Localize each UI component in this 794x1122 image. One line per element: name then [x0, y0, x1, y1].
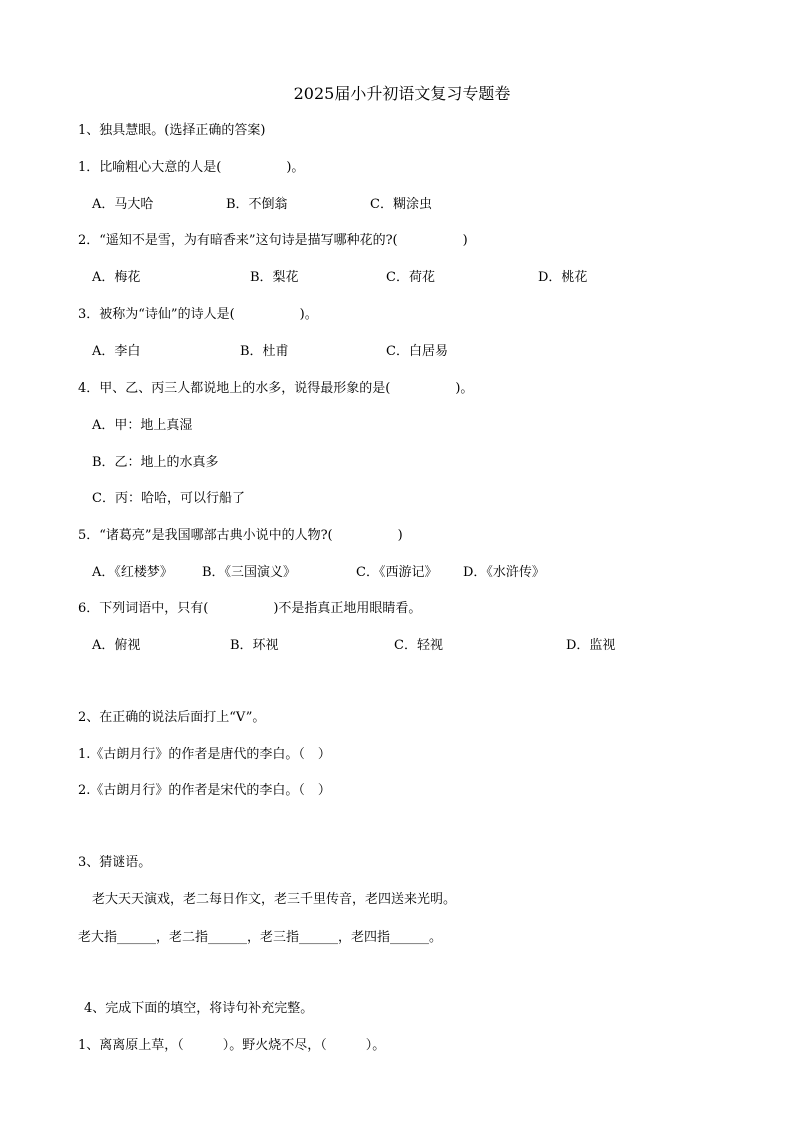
question-3-option-b: B．杜甫	[240, 344, 289, 359]
question-5-stem: 5．“诸葛亮”是我国哪部古典小说中的人物?( )	[78, 528, 403, 543]
question-3-stem: 3．被称为“诗仙”的诗人是( )。	[78, 307, 318, 322]
question-6-stem: 6．下列词语中，只有( )不是指真正地用眼睛看。	[78, 601, 422, 616]
section-2-item-2: 2.《古朗月行》的作者是宋代的李白。（ ）	[78, 783, 331, 798]
exam-title: 2025届小升初语文复习专题卷	[293, 84, 511, 103]
question-6-option-b: B．环视	[230, 638, 279, 653]
question-6-option-d: D．监视	[566, 638, 616, 653]
question-2-stem: 2．“遥知不是雪，为有暗香来”这句诗是描写哪种花的?( )	[78, 233, 468, 248]
question-1-option-a: A．马大哈	[92, 197, 154, 212]
question-5-option-d: D．《水浒传》	[463, 565, 545, 580]
question-5-option-c: C．《西游记》	[356, 565, 438, 580]
question-2-option-d: D．桃花	[538, 270, 588, 285]
question-5-option-a: A．《红楼梦》	[92, 565, 173, 580]
question-3-option-c: C．白居易	[386, 344, 448, 359]
question-1-option-c: C．糊涂虫	[370, 197, 432, 212]
question-4-option-b: B．乙：地上的水真多	[92, 455, 219, 470]
section-4-item-1: 1、离离原上草，（ ）。野火烧不尽，（ ）。	[78, 1038, 386, 1053]
question-4-stem: 4．甲、乙、丙三人都说地上的水多，说得最形象的是( )。	[78, 381, 474, 396]
question-1-stem: 1．比喻粗心大意的人是( )。	[78, 160, 305, 175]
question-4-option-c: C．丙：哈哈，可以行船了	[92, 491, 245, 506]
question-2-option-b: B．梨花	[250, 270, 299, 285]
riddle-answer-line: 老大指______，老二指______，老三指______，老四指______。	[78, 930, 443, 945]
question-4-option-a: A．甲：地上真湿	[92, 418, 193, 433]
question-2-option-a: A．梅花	[92, 270, 141, 285]
question-6-option-c: C．轻视	[394, 638, 443, 653]
section-3-heading: 3、猜谜语。	[78, 855, 152, 870]
question-1-option-b: B．不倒翁	[226, 197, 288, 212]
question-5-option-b: B．《三国演义》	[202, 565, 297, 580]
section-2-item-1: 1.《古朗月行》的作者是唐代的李白。（ ）	[78, 747, 331, 762]
section-1-heading: 1、独具慧眼。(选择正确的答案)	[78, 123, 266, 138]
section-2-heading: 2、在正确的说法后面打上“V”。	[78, 710, 266, 725]
riddle-text: 老大天天演戏，老二每日作文，老三千里传音，老四送来光明。	[92, 892, 457, 907]
section-4-heading: 4、完成下面的填空，将诗句补充完整。	[84, 1001, 314, 1016]
question-3-option-a: A．李白	[92, 344, 141, 359]
question-6-option-a: A．俯视	[92, 638, 141, 653]
question-2-option-c: C．荷花	[386, 270, 435, 285]
